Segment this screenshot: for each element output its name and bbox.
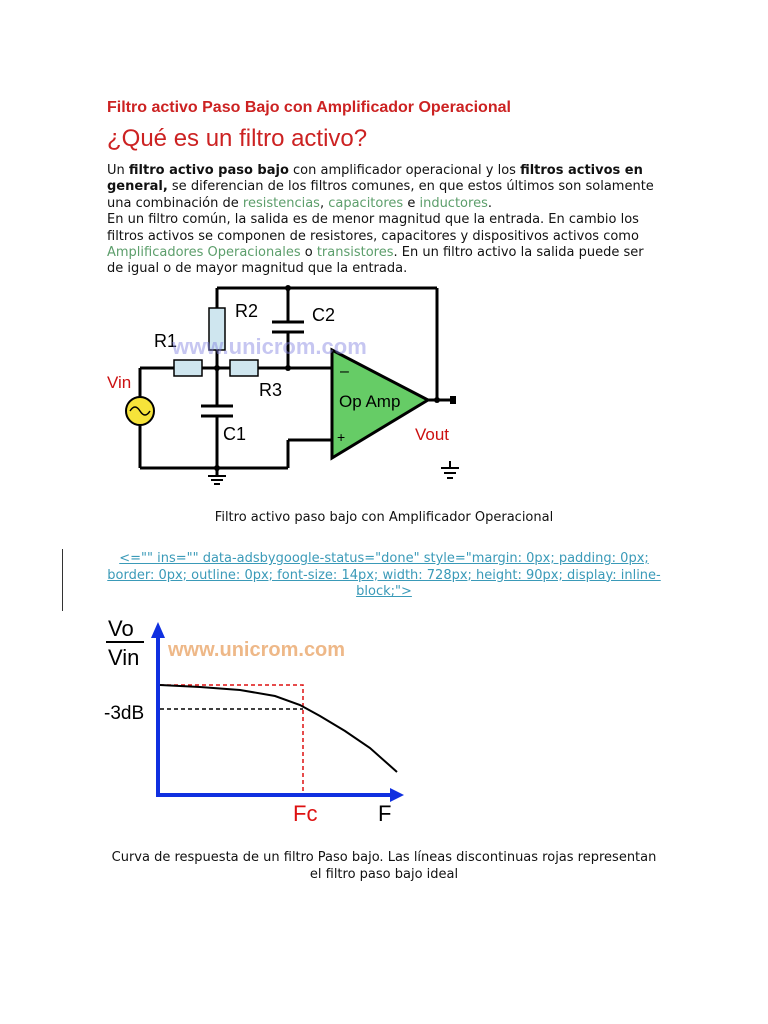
text-run: . xyxy=(487,195,492,211)
response-caption: Curva de respuesta de un filtro Paso bajo. Las líneas discontinuas rojas representan el filtro paso bajo ideal xyxy=(111,850,657,882)
text-run: , xyxy=(319,195,329,211)
text-run: se diferencian de los filtros comunes, en que estos últimos son solamente una combinación de xyxy=(107,179,654,211)
bold-term: filtro activo paso bajo xyxy=(128,163,289,178)
junction-node xyxy=(285,365,291,371)
text-run: . En un filtro activo la salida puede ser de igual o de mayor magnitud que la entrada. xyxy=(107,245,644,277)
text-run: Un xyxy=(107,163,129,178)
vo-label: Vo xyxy=(108,616,134,641)
resistor-r3 xyxy=(230,360,258,376)
x-axis-arrow xyxy=(390,788,404,802)
response-curve xyxy=(160,685,397,772)
ground-icon xyxy=(208,476,226,484)
output-terminal xyxy=(450,396,456,404)
r2-label: R2 xyxy=(235,301,259,321)
link-transistores[interactable]: transistores xyxy=(316,245,394,261)
r1-label: R1 xyxy=(154,331,178,351)
minus-sign: – xyxy=(340,363,349,380)
link-inductores[interactable]: inductores xyxy=(419,195,488,211)
link-amplificadores-operacionales[interactable]: Amplificadores Operacionales xyxy=(107,245,301,261)
fc-label: Fc xyxy=(293,801,318,826)
f-label: F xyxy=(378,801,392,826)
ad-code-link[interactable]: <="" ins="" data-adsbygoogle-status="done" style="margin: 0px; padding: 0px; border: 0px; outline: 0px; font-size: 14px; width: 728px; height: 90px; display: inline-block;"> xyxy=(107,551,661,600)
y-axis-arrow xyxy=(151,622,165,638)
r3-label: R3 xyxy=(259,380,283,400)
opamp-label: Op Amp xyxy=(339,392,401,411)
text-run: o xyxy=(300,245,317,261)
capacitor-c1 xyxy=(201,406,233,416)
plus-sign: + xyxy=(337,429,346,445)
vin-label: Vin xyxy=(108,645,140,670)
text-run: con amplificador operacional y los xyxy=(288,163,521,178)
watermark: www.unicrom.com xyxy=(168,639,346,661)
ideal-filter-line xyxy=(160,685,303,793)
article-subtitle: Filtro activo Paso Bajo con Amplificador Operacional xyxy=(107,99,511,116)
text-run: En un filtro común, la salida es de menor magnitud que la entrada. En cambio los filtros activos se componen de resistores, capacitores y dispositivos activos como xyxy=(107,212,639,244)
link-resistencias[interactable]: resistencias xyxy=(242,195,320,211)
minus-3db-label: -3dB xyxy=(104,703,145,724)
article-heading: ¿Qué es un filtro activo? xyxy=(107,125,368,152)
resistor-r1 xyxy=(174,360,202,376)
junction-node xyxy=(285,285,291,291)
link-capacitores[interactable]: capacitores xyxy=(328,195,404,211)
circuit-diagram xyxy=(100,278,470,490)
capacitor-c2 xyxy=(272,322,304,332)
circuit-wires xyxy=(140,288,454,476)
junction-node xyxy=(214,365,220,371)
junction-node xyxy=(434,397,440,403)
c2-label: C2 xyxy=(312,305,336,325)
intro-paragraph xyxy=(107,163,659,278)
watermark: www.unicrom.com xyxy=(172,334,367,359)
text-run: e xyxy=(403,195,420,211)
c1-label: C1 xyxy=(223,424,247,444)
circuit-caption: Filtro activo paso bajo con Amplificador Operacional xyxy=(214,510,554,525)
vin-label: Vin xyxy=(107,373,132,392)
bold-term: filtros activos en general, xyxy=(107,163,643,195)
ground-icon xyxy=(441,461,459,478)
text-cursor xyxy=(62,549,63,611)
frequency-response-chart xyxy=(100,612,410,827)
vout-label: Vout xyxy=(415,425,450,444)
junction-node xyxy=(214,465,220,471)
